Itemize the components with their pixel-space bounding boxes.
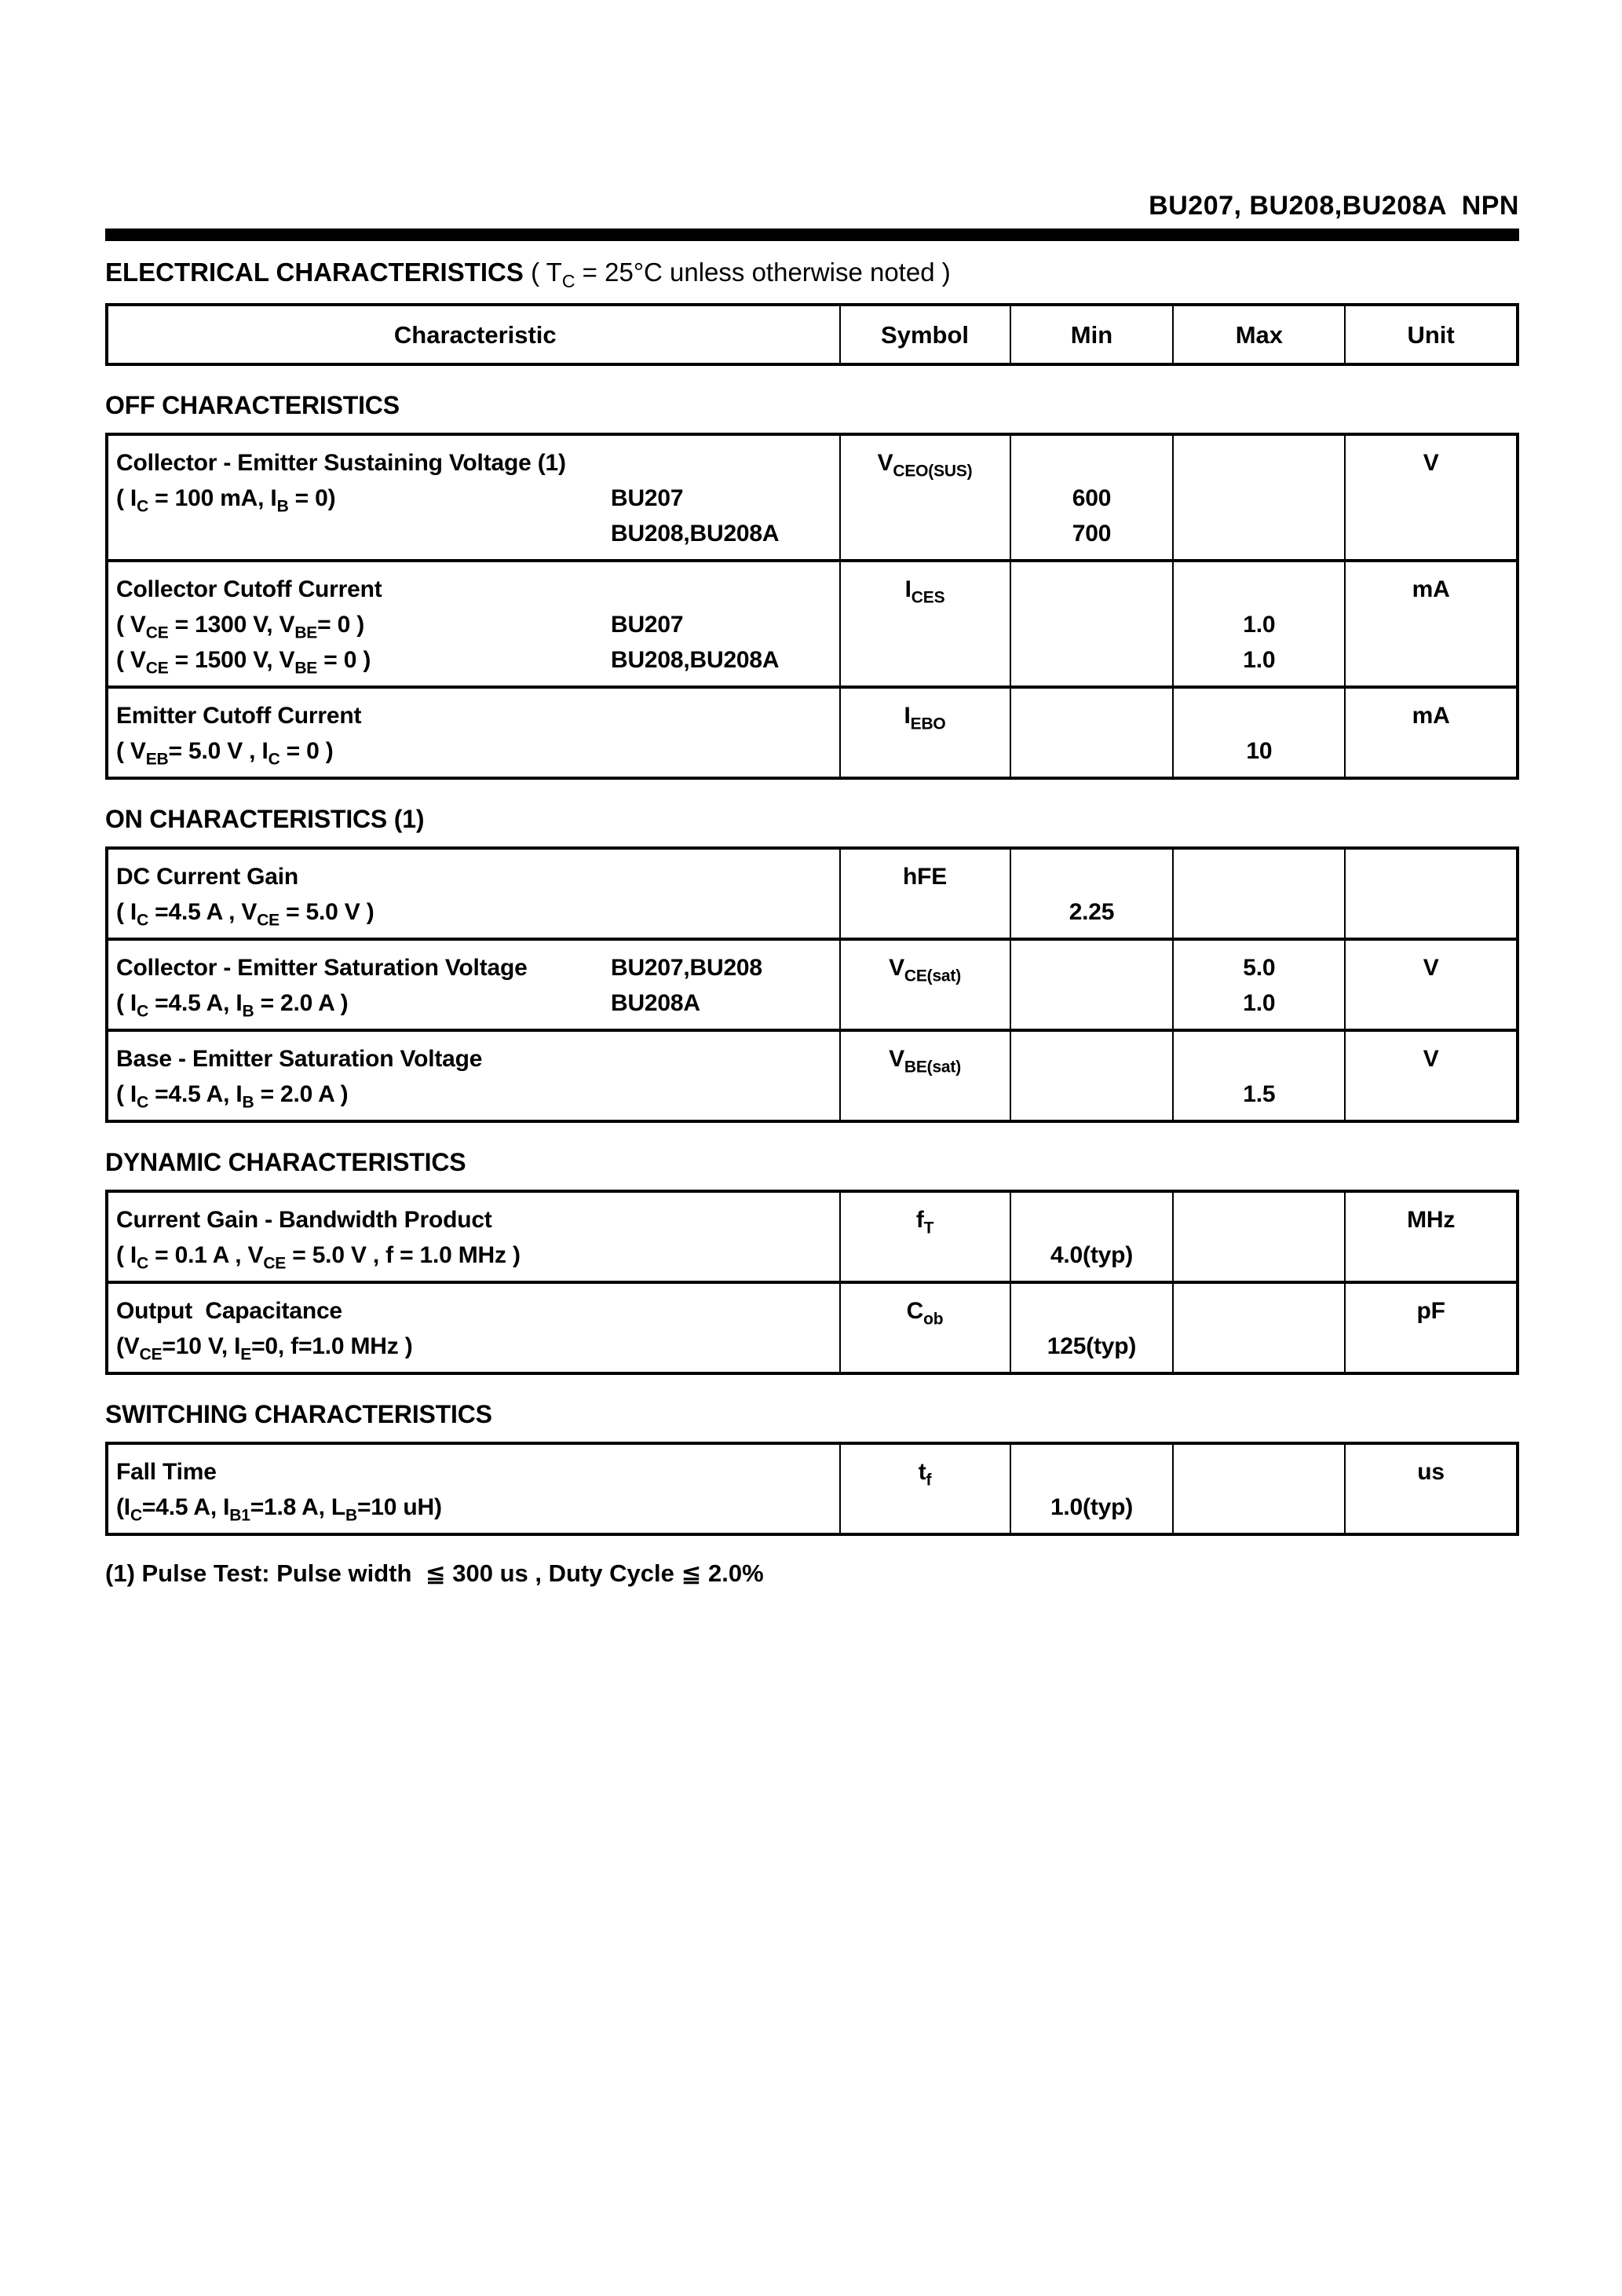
min-value xyxy=(1011,572,1173,607)
header-rule xyxy=(105,229,1519,241)
symbol-cell xyxy=(839,562,1010,686)
characteristic-text: Emitter Cutoff Current xyxy=(116,703,362,729)
page-title xyxy=(105,258,1519,292)
max-value xyxy=(1174,1490,1344,1525)
symbol-cell xyxy=(839,689,1010,777)
max-value xyxy=(1174,1293,1344,1329)
symbol-cell xyxy=(839,850,1010,938)
min-cell xyxy=(1010,1193,1173,1281)
characteristic-cell xyxy=(108,941,839,1029)
symbol-cell xyxy=(839,1284,1010,1372)
max-value xyxy=(1174,894,1344,930)
characteristic-line xyxy=(116,950,835,985)
characteristic-line xyxy=(116,642,835,678)
table-row xyxy=(108,436,1516,559)
characteristic-text: Current Gain - Bandwidth Product xyxy=(116,1207,492,1234)
characteristic-cell xyxy=(108,1284,839,1372)
characteristic-cell xyxy=(108,850,839,938)
max-cell xyxy=(1172,436,1344,559)
max-value xyxy=(1174,445,1344,481)
min-value xyxy=(1011,1041,1173,1077)
condition-text: ($V_{CE}=10$ V, $I_E=0$, f=1.0 MHz ) xyxy=(116,1333,413,1364)
characteristic-line xyxy=(116,733,835,769)
max-value: 1.5 xyxy=(1243,1081,1276,1108)
unit-text: us xyxy=(1417,1459,1445,1486)
max-cell xyxy=(1172,1445,1344,1533)
max-value xyxy=(1174,481,1344,516)
characteristic-line xyxy=(116,985,835,1021)
min-value: 600 xyxy=(1072,485,1112,512)
unit-cell xyxy=(1344,689,1516,777)
unit-text: pF xyxy=(1416,1298,1445,1325)
min-value xyxy=(1011,1077,1173,1112)
unit-text: V xyxy=(1423,450,1439,477)
characteristic-text: Collector - Emitter Saturation Voltage xyxy=(116,955,528,982)
min-value: 4.0(typ) xyxy=(1050,1242,1134,1269)
column-header-max: Max xyxy=(1172,306,1344,363)
characteristic-cell xyxy=(108,1032,839,1120)
min-value xyxy=(1011,985,1173,1021)
characteristic-line xyxy=(116,1238,835,1273)
max-value xyxy=(1174,572,1344,607)
min-value xyxy=(1011,698,1173,733)
column-header-unit: Unit xyxy=(1344,306,1516,363)
unit-cell xyxy=(1344,1032,1516,1120)
symbol-cell xyxy=(839,1193,1010,1281)
device-name: BU207 xyxy=(611,485,684,512)
max-value xyxy=(1174,1041,1344,1077)
table-row xyxy=(108,850,1516,938)
characteristic-cell xyxy=(108,1445,839,1533)
symbol-text: hFE xyxy=(903,864,948,890)
section-title-on-characteristics: ON CHARACTERISTICS (1) xyxy=(105,805,425,834)
min-cell xyxy=(1010,436,1173,559)
characteristic-line xyxy=(116,572,835,607)
min-value: 125(typ) xyxy=(1047,1333,1137,1360)
page-title-main: ELECTRICAL CHARACTERISTICS xyxy=(105,258,532,287)
min-cell xyxy=(1010,1445,1173,1533)
symbol-text: $t_f$ xyxy=(918,1459,932,1490)
condition-text: ( $V_{EB}= 5.0$ V , $I_C = 0$ ) xyxy=(116,738,334,769)
characteristic-line xyxy=(116,1202,835,1238)
min-value xyxy=(1011,950,1173,985)
max-value xyxy=(1174,859,1344,894)
characteristic-text: DC Current Gain xyxy=(116,864,299,890)
characteristic-line xyxy=(116,607,835,642)
table-row xyxy=(108,559,1516,686)
min-value xyxy=(1011,642,1173,678)
condition-text: ( $I_C =4.5$ A, $I_B = 2.0$ A ) xyxy=(116,990,349,1021)
condition-text: ( $I_C = 0.1$ A , $V_{CE} = 5.0$ V , f = 1.0 MHz ) xyxy=(116,1242,521,1273)
condition-text: ( $I_C =4.5$ A, $I_B = 2.0$ A ) xyxy=(116,1081,349,1112)
characteristic-text: Base - Emitter Saturation Voltage xyxy=(116,1046,483,1073)
section-title-dynamic-characteristics: DYNAMIC CHARACTERISTICS xyxy=(105,1148,466,1177)
max-cell xyxy=(1172,850,1344,938)
characteristic-line xyxy=(116,1077,835,1112)
switching-characteristics-table xyxy=(105,1442,1519,1536)
characteristic-line xyxy=(116,894,835,930)
section-title-switching-characteristics: SWITCHING CHARACTERISTICS xyxy=(105,1400,492,1429)
device-name: BU208A xyxy=(611,990,700,1017)
symbol-text: $V_{CEO(SUS)}$ xyxy=(877,450,973,481)
section-title-off-characteristics: OFF CHARACTERISTICS xyxy=(105,391,400,420)
characteristic-cell xyxy=(108,1193,839,1281)
max-value: 1.0 xyxy=(1243,990,1276,1017)
min-value xyxy=(1011,733,1173,769)
symbol-cell xyxy=(839,1032,1010,1120)
max-value xyxy=(1174,1329,1344,1364)
table-row xyxy=(108,938,1516,1029)
table-row xyxy=(108,1193,1516,1281)
symbol-cell xyxy=(839,1445,1010,1533)
characteristic-cell xyxy=(108,436,839,559)
table-row xyxy=(108,1281,1516,1372)
characteristic-line xyxy=(116,1293,835,1329)
unit-text: V xyxy=(1423,955,1439,982)
dynamic-characteristics-table xyxy=(105,1190,1519,1375)
unit-cell xyxy=(1344,941,1516,1029)
min-value: 2.25 xyxy=(1069,899,1115,926)
max-value: 1.0 xyxy=(1243,612,1276,638)
characteristic-cell xyxy=(108,689,839,777)
characteristic-text: Output Capacitance xyxy=(116,1298,342,1325)
min-value: 700 xyxy=(1072,521,1112,547)
max-cell xyxy=(1172,562,1344,686)
min-cell xyxy=(1010,1284,1173,1372)
symbol-cell xyxy=(839,941,1010,1029)
max-value xyxy=(1174,1238,1344,1273)
characteristic-text: Collector - Emitter Sustaining Voltage (1) xyxy=(116,450,566,477)
column-header-characteristic: Characteristic xyxy=(393,321,557,349)
max-cell xyxy=(1172,941,1344,1029)
max-cell xyxy=(1172,689,1344,777)
symbol-text: $V_{BE(sat)}$ xyxy=(889,1046,961,1077)
characteristic-line xyxy=(116,859,835,894)
characteristic-line xyxy=(116,445,835,481)
max-value xyxy=(1174,1202,1344,1238)
characteristic-line xyxy=(116,698,835,733)
device-name: BU208,BU208A xyxy=(611,521,780,547)
min-value xyxy=(1011,607,1173,642)
device-name: BU207,BU208 xyxy=(611,955,762,982)
min-value xyxy=(1011,1293,1173,1329)
characteristic-text: Fall Time xyxy=(116,1459,217,1486)
unit-text: mA xyxy=(1412,703,1450,729)
characteristic-line xyxy=(116,1041,835,1077)
characteristic-line xyxy=(116,1490,835,1525)
on-characteristics-table xyxy=(105,846,1519,1123)
page-title-note: ( $T_C = 25^\circ C$ unless otherwise noted ) xyxy=(531,258,951,292)
max-value xyxy=(1174,516,1344,551)
device-name: BU208,BU208A xyxy=(611,647,780,674)
characteristic-line xyxy=(116,516,835,551)
part-number-heading: BU207, BU208,BU208A NPN xyxy=(1149,191,1519,221)
unit-cell xyxy=(1344,1284,1516,1372)
off-characteristics-table xyxy=(105,433,1519,780)
symbol-text: $I_{CES}$ xyxy=(904,576,945,607)
condition-text: ( $V_{CE} = 1500$ V, $V_{BE} = 0$ ) xyxy=(116,647,371,678)
characteristic-text: Collector Cutoff Current xyxy=(116,576,382,603)
condition-text: ( $V_{CE} = 1300$ V, $V_{BE}= 0$ ) xyxy=(116,612,364,642)
max-cell xyxy=(1172,1032,1344,1120)
table-row xyxy=(108,1029,1516,1120)
condition-text: ( $I_C = 100$ mA, $I_B = 0$) xyxy=(116,485,336,516)
symbol-text: $I_{EBO}$ xyxy=(904,703,946,733)
unit-text xyxy=(1346,859,1516,894)
page-content xyxy=(105,0,1519,1588)
condition-text: ( $I_C =4.5$ A , $V_{CE} = 5.0$ V ) xyxy=(116,899,374,930)
condition-text: ($I_C=4.5$ A, $I_{B1}=1.8$ A, $L_B=10$ uH) xyxy=(116,1494,442,1525)
max-cell xyxy=(1172,1193,1344,1281)
min-value xyxy=(1011,1454,1173,1490)
min-cell xyxy=(1010,689,1173,777)
max-value: 5.0 xyxy=(1243,955,1276,982)
unit-cell xyxy=(1344,850,1516,938)
symbol-cell xyxy=(839,436,1010,559)
min-value xyxy=(1011,859,1173,894)
max-value: 10 xyxy=(1246,738,1273,765)
column-header-min: Min xyxy=(1010,306,1173,363)
min-value xyxy=(1011,1202,1173,1238)
max-cell xyxy=(1172,1284,1344,1372)
unit-text: V xyxy=(1423,1046,1439,1073)
table-column-headers xyxy=(105,303,1519,366)
min-value xyxy=(1011,445,1173,481)
min-cell xyxy=(1010,1032,1173,1120)
symbol-text: $C_{ob}$ xyxy=(906,1298,944,1329)
characteristic-line xyxy=(116,1454,835,1490)
table-row xyxy=(108,686,1516,777)
unit-cell xyxy=(1344,562,1516,686)
pulse-test-footnote: (1) Pulse Test: Pulse width ≦ 300 us , Duty Cycle ≦ 2.0% xyxy=(105,1559,764,1588)
characteristic-line xyxy=(116,481,835,516)
characteristic-cell xyxy=(108,562,839,686)
symbol-text: $V_{CE(sat)}$ xyxy=(889,955,961,985)
table-row xyxy=(108,1445,1516,1533)
min-cell xyxy=(1010,850,1173,938)
unit-text: MHz xyxy=(1407,1207,1456,1234)
unit-text: mA xyxy=(1412,576,1450,603)
symbol-text: $f_T$ xyxy=(915,1207,934,1238)
characteristic-line xyxy=(116,1329,835,1364)
min-cell xyxy=(1010,941,1173,1029)
unit-cell xyxy=(1344,1193,1516,1281)
max-value xyxy=(1174,1454,1344,1490)
unit-cell xyxy=(1344,436,1516,559)
device-name: BU207 xyxy=(611,612,684,638)
max-value xyxy=(1174,698,1344,733)
min-cell xyxy=(1010,562,1173,686)
min-value: 1.0(typ) xyxy=(1050,1494,1134,1521)
max-value: 1.0 xyxy=(1243,647,1276,674)
column-header-symbol: Symbol xyxy=(839,306,1010,363)
unit-cell xyxy=(1344,1445,1516,1533)
